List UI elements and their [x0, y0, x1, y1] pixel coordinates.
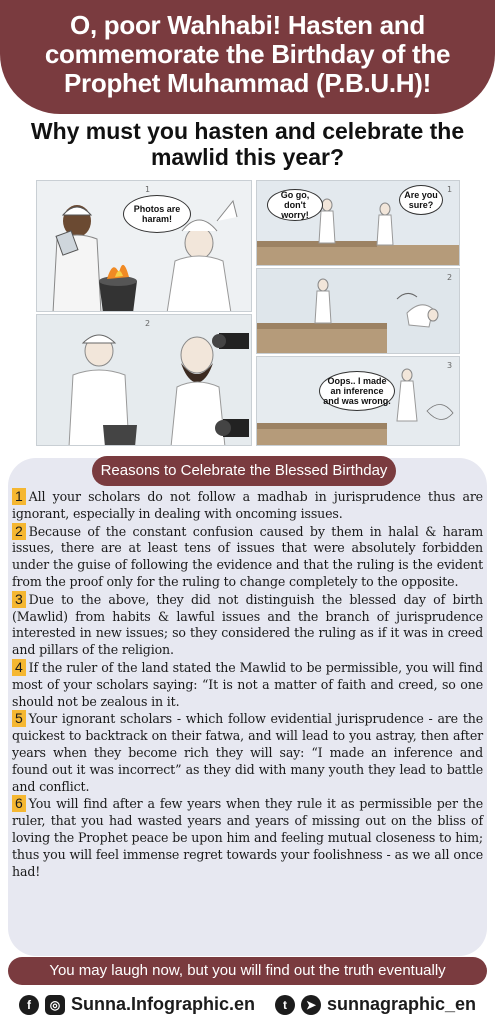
comic-panel-photos-haram — [36, 180, 252, 312]
speech-bubble: Oops.. I made an inference and was wrong. — [319, 371, 395, 411]
reason-item — [12, 710, 483, 795]
reason-item — [12, 488, 483, 523]
panel-number: 1 — [145, 185, 151, 194]
reason-text: Due to the above, they did not distinguish the blessed day of birth (Mawlid) from habits & lawful issues and the branch of jurisprudence interested in new issues; so they considered the ruling as if it was in creed and pillars of the religion. — [12, 591, 483, 658]
reason-number: 3 — [12, 591, 26, 608]
reason-number: 4 — [12, 659, 26, 676]
panel-number: 2 — [145, 319, 151, 328]
comic-panel-go-go — [256, 180, 460, 266]
twitter-handle[interactable]: sunnagraphic_en — [326, 994, 477, 1014]
footer — [0, 985, 495, 1024]
facebook-handle[interactable]: Sunna.Infographic.en — [70, 994, 255, 1014]
speech-bubble: Go go, don't worry! — [267, 189, 323, 221]
bottom-note-banner: You may laugh now, but you will find out the truth eventually — [8, 957, 487, 985]
telegram-icon[interactable]: ➤ — [301, 995, 321, 1015]
reason-number: 6 — [12, 795, 26, 812]
reasons-banner: Reasons to Celebrate the Blessed Birthday — [92, 456, 396, 486]
facebook-icon[interactable]: f — [19, 995, 39, 1015]
reason-item — [12, 591, 483, 659]
page-title: O, poor Wahhabi! Hasten and commemorate the Birthday of the Prophet Muhammad (P.B.U.H)! — [44, 9, 451, 98]
comic-panel-falling — [256, 268, 460, 354]
panel-number: 1 — [447, 185, 453, 194]
reason-number: 5 — [12, 710, 26, 727]
comic-strip — [36, 180, 460, 446]
reason-number: 1 — [12, 488, 26, 505]
reason-text: You will find after a few years when they rule it as permissible per the ruler, that you had wasted years and years of missing out on the bliss of loving the Prophet peace be upon him and feeling mutual closeness to him; thus you will feel immense regret towards your foolishness - as we all once had! — [12, 796, 483, 879]
speech-bubble: Photos are haram! — [123, 195, 191, 233]
comic-panel-tv-interview — [36, 314, 252, 446]
header-banner — [0, 0, 495, 114]
reason-number: 2 — [12, 523, 26, 540]
reason-item — [12, 659, 483, 710]
panel-number: 3 — [447, 361, 453, 370]
comic-panel-oops — [256, 356, 460, 446]
page-subtitle: Why must you hasten and celebrate the mawlid this year? — [30, 118, 465, 170]
reason-text: Because of the constant confusion caused by them in halal & haram issues, there are at least tens of issues that were absolutely forbidden under the guise of following the evidence and that the ruling is the evident from the proof only for the ruling to change completely to the opposite. — [12, 523, 483, 589]
illustration-falling-figure — [257, 269, 460, 354]
illustration-tv-camera — [37, 315, 252, 446]
reason-item — [12, 795, 483, 880]
reason-text: Your ignorant scholars - which follow evidential jurisprudence - are the quickest to backtrack on their fatwa, and will lead to you astray, then after years when they become rich they will say: “I made an inference and found out it was incorrect” as they did with many youth they lead to battle and conflict. — [12, 711, 483, 794]
reason-text: If the ruler of the land stated the Mawlid to be permissible, you will find most of your scholars saying: “It is not a matter of faith and creed, so one should not be zealous in it. — [12, 659, 483, 709]
reason-item — [12, 523, 483, 591]
reasons-list — [12, 488, 483, 880]
twitter-icon[interactable]: t — [275, 995, 295, 1015]
reason-text: All your scholars do not follow a madhab in jurisprudence thus are ignorant, especially in dealing with oncoming issues. — [12, 489, 483, 521]
instagram-icon[interactable]: ◎ — [45, 995, 65, 1015]
speech-bubble: Are you sure? — [399, 185, 443, 215]
panel-number: 2 — [447, 273, 453, 282]
